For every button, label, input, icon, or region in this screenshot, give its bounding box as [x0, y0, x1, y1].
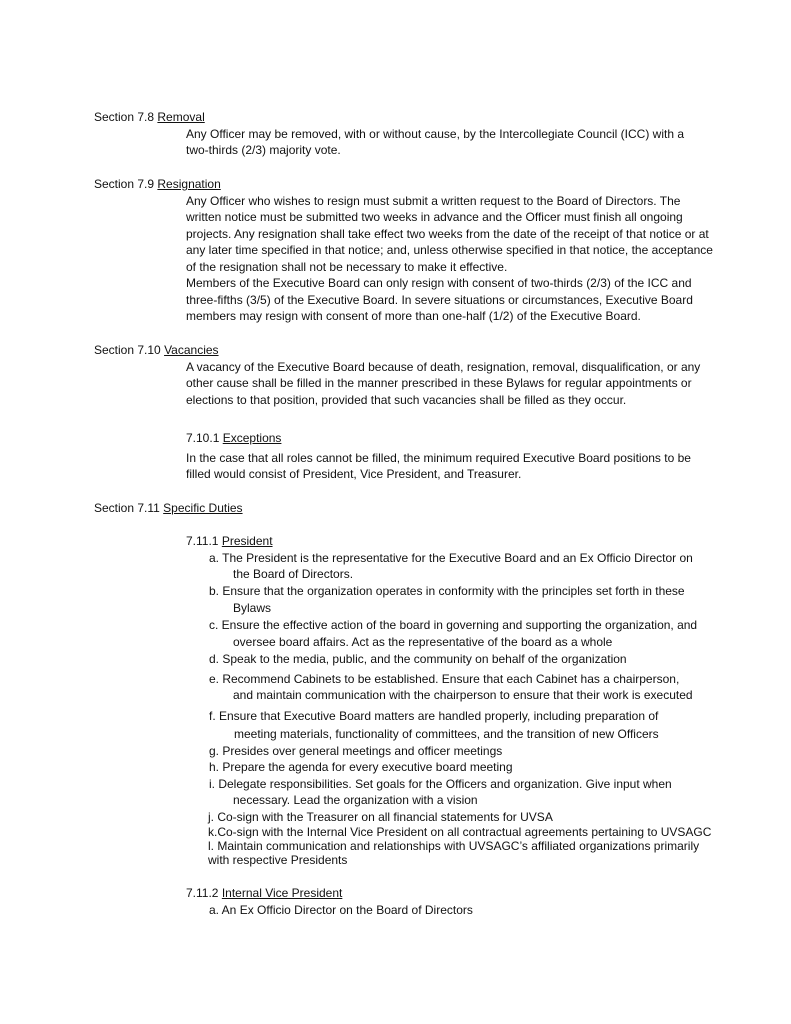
section-number: Section 7.10	[94, 343, 161, 357]
subsection-heading	[186, 533, 273, 549]
list-item-continuation: and maintain communication with the chairperson to ensure that their work is executed	[233, 688, 693, 702]
subsection-title: Exceptions	[222, 431, 282, 445]
list-item-continuation: with respective Presidents	[208, 853, 348, 867]
section-title: Resignation	[157, 177, 221, 191]
subsection-number: 7.11.2	[186, 886, 219, 900]
subsection-number: 7.11.1	[186, 534, 219, 548]
list-item-continuation: meeting materials, functionality of committees, and the transition of new Officers	[234, 727, 659, 741]
section-number: Section 7.11	[94, 501, 160, 515]
list-item: c. Ensure the effective action of the board in governing and supporting the organization, and	[209, 618, 698, 632]
paragraph-line: written notice must be submitted two weeks in advance and the Officer must finish all ongoing	[186, 210, 683, 224]
list-item: f. Ensure that Executive Board matters are handled properly, including preparation of	[209, 709, 659, 723]
paragraph-line: other cause shall be filled in the manner prescribed in these Bylaws for regular appointments or	[186, 376, 692, 390]
paragraph-line: of the resignation shall not be necessary to make it effective.	[186, 260, 508, 274]
list-item: i. Delegate responsibilities. Set goals for the Officers and organization. Give input when	[209, 777, 672, 791]
section-heading	[94, 500, 243, 516]
paragraph-line: any later time specified in that notice; and, unless otherwise specified in that notice, the acceptance	[186, 243, 713, 257]
list-item: g. Presides over general meetings and officer meetings	[209, 744, 503, 758]
section-heading	[94, 176, 221, 192]
list-item: a. An Ex Officio Director on the Board of Directors	[209, 903, 473, 917]
paragraph-line: two-thirds (2/3) majority vote.	[186, 143, 341, 157]
paragraph-line: filled would consist of President, Vice President, and Treasurer.	[186, 467, 522, 481]
list-item: l. Maintain communication and relationships with UVSAGC’s affiliated organizations primarily	[208, 839, 700, 853]
section-title: Vacancies	[164, 343, 219, 357]
subsection-number: 7.10.1	[186, 431, 220, 445]
paragraph-line: Any Officer may be removed, with or without cause, by the Intercollegiate Council (ICC) with a	[186, 127, 684, 141]
list-item: a. The President is the representative for the Executive Board and an Ex Officio Director on	[209, 551, 693, 565]
section-heading	[94, 342, 219, 358]
subsection-heading	[186, 430, 281, 446]
subsection-title: Internal Vice President	[221, 886, 343, 900]
list-item-continuation: oversee board affairs. Act as the representative of the board as a whole	[233, 635, 613, 649]
section-heading	[94, 109, 205, 125]
section-title: Specific Duties	[163, 501, 243, 515]
section-number: Section 7.9	[94, 177, 155, 191]
list-item: d. Speak to the media, public, and the community on behalf of the organization	[209, 652, 627, 666]
list-item-continuation: Bylaws	[233, 601, 272, 615]
paragraph-line: members may resign with consent of more than one-half (1/2) of the Executive Board.	[186, 309, 641, 323]
paragraph-line: elections to that position, provided that such vacancies shall be filled as they occur.	[186, 393, 627, 407]
list-item: h. Prepare the agenda for every executive board meeting	[209, 760, 513, 774]
list-item-continuation: the Board of Directors.	[233, 567, 354, 581]
list-item: j. Co-sign with the Treasurer on all financial statements for UVSA	[208, 810, 553, 824]
list-item: k.Co-sign with the Internal Vice President on all contractual agreements pertaining to UVSAGC	[208, 825, 712, 839]
section-title: Removal	[157, 110, 205, 124]
list-item: e. Recommend Cabinets to be established. Ensure that each Cabinet has a chairperson,	[209, 672, 680, 686]
paragraph-line: three-fifths (3/5) of the Executive Board. In severe situations or circumstances, Executive Board	[186, 293, 693, 307]
subsection-title: President	[221, 534, 273, 548]
section-number: Section 7.8	[94, 110, 155, 124]
paragraph-line: projects. Any resignation shall take effect two weeks from the date of the receipt of that notice or at	[186, 227, 709, 241]
list-item-continuation: necessary. Lead the organization with a vision	[233, 793, 478, 807]
paragraph-line: Any Officer who wishes to resign must submit a written request to the Board of Directors. The	[186, 194, 681, 208]
paragraph-line: A vacancy of the Executive Board because of death, resignation, removal, disqualification, or any	[186, 360, 701, 374]
paragraph-line: Members of the Executive Board can only resign with consent of two-thirds (2/3) of the ICC and	[186, 276, 692, 290]
paragraph-line: In the case that all roles cannot be filled, the minimum required Executive Board positions to be	[186, 451, 691, 465]
list-item: b. Ensure that the organization operates in conformity with the principles set forth in these	[209, 584, 685, 598]
subsection-heading	[186, 885, 342, 901]
